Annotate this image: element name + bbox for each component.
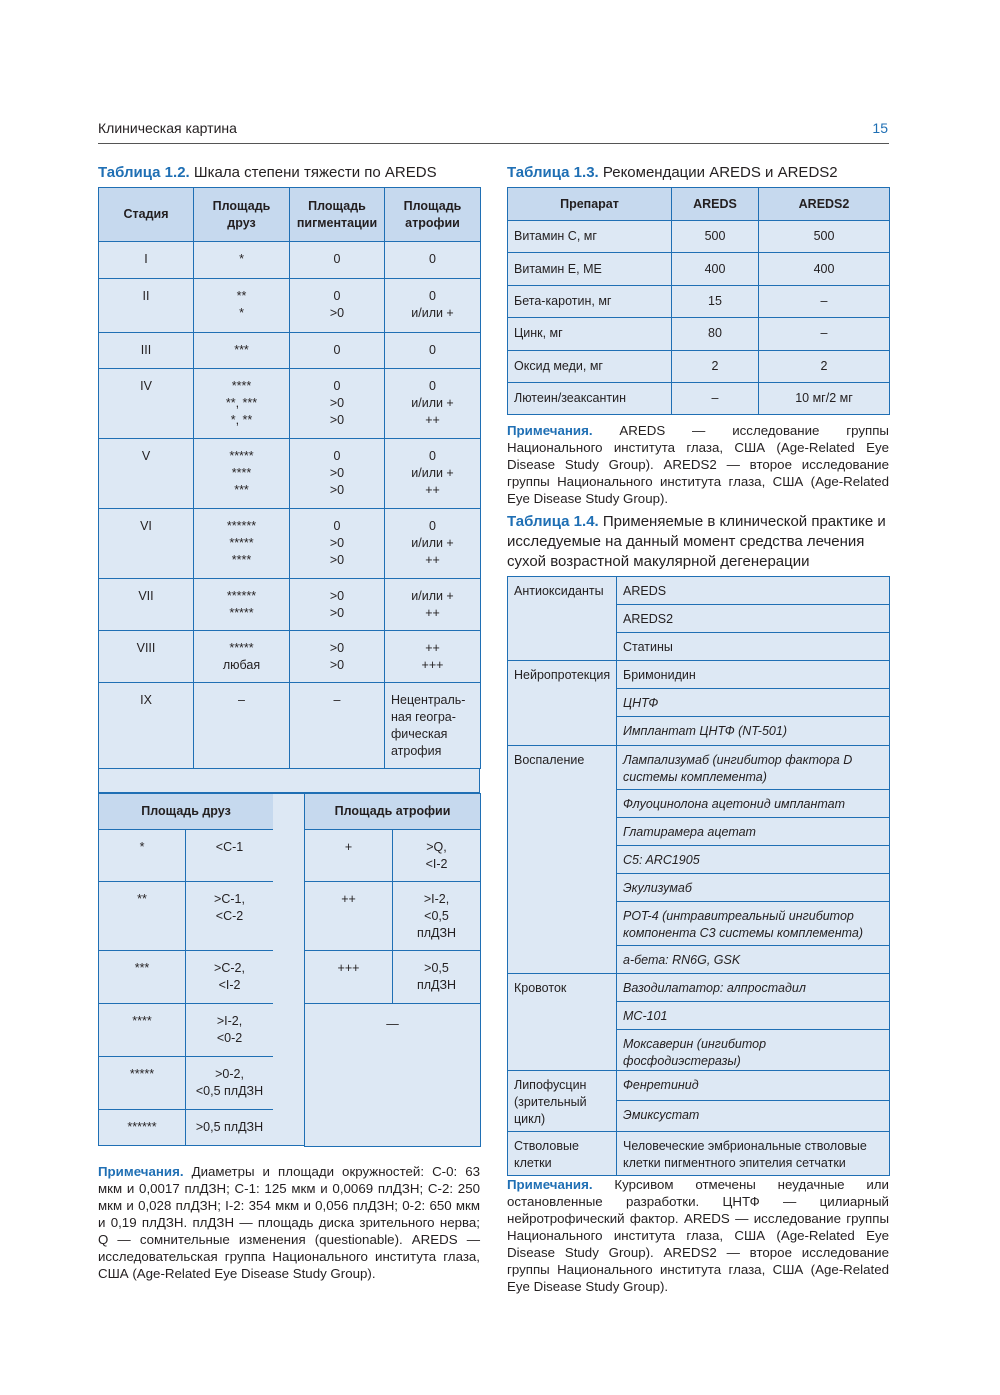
table-cell: II <box>99 279 194 333</box>
legend-cell: ** <box>99 882 186 951</box>
table-1-2-caption <box>98 163 480 183</box>
group-cell: Антиоксиданты <box>508 577 617 661</box>
legend-cell: * <box>99 830 186 882</box>
table-cell: IX <box>99 683 194 769</box>
table-cell: – <box>290 683 385 769</box>
item-cell: Моксаверин (ингибитор фосфодиэстеразы) <box>617 1030 890 1071</box>
group-cell: Воспаление <box>508 746 617 974</box>
item-cell: Лампализумаб (ингибитор фактора D системы комплемента) <box>617 746 890 790</box>
table-cell: 2 <box>672 350 759 382</box>
table-cell: VIII <box>99 631 194 683</box>
table-cell: 0 >0 <box>290 279 385 333</box>
item-cell: Экулизумаб <box>617 874 890 902</box>
legend-cell: +++ <box>305 951 393 1004</box>
item-cell: Глатирамера ацетат <box>617 818 890 846</box>
table-cell: 400 <box>672 253 759 285</box>
table-1-4-note-label: Примечания. <box>507 1177 593 1192</box>
table-1-3-header-drug: Препарат <box>508 188 672 221</box>
table-row <box>508 221 890 253</box>
table-cell: >0 >0 <box>290 579 385 631</box>
table-cell: 0 >0 >0 <box>290 369 385 439</box>
item-cell: POT-4 (интравитреальный ингибитор компонента C3 системы комплемента) <box>617 902 890 946</box>
table-cell: 0 <box>290 333 385 369</box>
legend-row <box>99 882 274 951</box>
legend-row <box>305 830 481 882</box>
table-1-3-note-text: AREDS — исследование группы Национального института глаза, США (Age-Related Eye Disease Study Group). AREDS2 — второе исследование группы Национального института глаза, США (Age-Related Eye Disease Study Group). <box>507 423 889 506</box>
table-1-2-header-stage: Стадия <box>99 188 194 242</box>
table-cell: III <box>99 333 194 369</box>
legend-cell: >0-2, <0,5 плДЗН <box>186 1057 274 1110</box>
table-1-3-header-areds: AREDS <box>672 188 759 221</box>
table-1-3-caption <box>507 163 889 183</box>
table-1-3-note-label: Примечания. <box>507 423 593 438</box>
item-cell: MC-101 <box>617 1002 890 1030</box>
table-row <box>508 285 890 317</box>
table-1-2 <box>98 187 481 769</box>
item-cell: AREDS <box>617 577 890 605</box>
table-cell: VI <box>99 509 194 579</box>
legend-cell: >Q, <I-2 <box>393 830 481 882</box>
table-cell: 0 и/или + ++ <box>385 509 481 579</box>
legend-row <box>99 1110 274 1146</box>
table-1-2-header-atrophy: Площадь атрофии <box>385 188 481 242</box>
table-row <box>99 369 481 439</box>
item-cell: Имплантат ЦНТФ (NT-501) <box>617 717 890 746</box>
legend-drusen-body <box>99 830 274 1146</box>
table-1-3-label: Таблица 1.3. <box>507 164 599 181</box>
table-cell: Цинк, мг <box>508 318 672 350</box>
legend-row <box>99 1004 274 1057</box>
item-cell: Статины <box>617 633 890 661</box>
legend-cell: **** <box>99 1004 186 1057</box>
item-cell: Бримонидин <box>617 661 890 689</box>
table-1-4-caption <box>507 512 889 572</box>
table-cell: >0 >0 <box>290 631 385 683</box>
table-row <box>508 974 890 1002</box>
table-row <box>99 333 481 369</box>
legend-cell: >I-2, <0,5 плДЗН <box>393 882 481 951</box>
item-cell: Вазодилататор: алпростадил <box>617 974 890 1002</box>
table-cell: 0 <box>385 242 481 279</box>
table-1-4-body <box>508 577 890 1176</box>
group-cell: Стволовые клетки <box>508 1132 617 1176</box>
table-cell: Оксид меди, мг <box>508 350 672 382</box>
table-cell: IV <box>99 369 194 439</box>
table-row <box>508 577 890 605</box>
legend-row <box>99 951 274 1004</box>
table-cell: ****** ***** **** <box>194 509 290 579</box>
table-1-4 <box>507 576 890 1176</box>
table-1-3-body <box>508 221 890 415</box>
table-cell: 500 <box>759 221 890 253</box>
table-cell: – <box>672 382 759 414</box>
table-1-2-header-drusen: Площадь друз <box>194 188 290 242</box>
table-1-4-title: Применяемые в клинической практике и исследуемые на данный момент средства лечения сухой возрастной макулярной дегенерации <box>507 513 886 570</box>
legend-row <box>305 882 481 951</box>
legend-cell: + <box>305 830 393 882</box>
legend-row <box>305 1004 481 1147</box>
table-1-2-header-pigment: Площадь пигментации <box>290 188 385 242</box>
legend-cell: >C-2, <I-2 <box>186 951 274 1004</box>
item-cell: Эмиксустат <box>617 1101 890 1132</box>
item-cell: Флуоцинолона ацетонид имплантат <box>617 790 890 818</box>
table-cell: V <box>99 439 194 509</box>
table-cell: 15 <box>672 285 759 317</box>
table-1-3 <box>507 187 890 415</box>
table-row <box>99 683 481 769</box>
table-1-2-spacer <box>98 769 480 793</box>
item-cell: Фенретинид <box>617 1071 890 1101</box>
table-cell: Витамин С, мг <box>508 221 672 253</box>
legend-cell: ***** <box>99 1057 186 1110</box>
table-cell: I <box>99 242 194 279</box>
table-row <box>99 279 481 333</box>
item-cell: Человеческие эмбриональные стволовые клетки пигментного эпителия сетчатки <box>617 1132 890 1176</box>
item-cell: AREDS2 <box>617 605 890 633</box>
legend-atrophy-body <box>305 830 481 1147</box>
table-cell: **** **, *** *, ** <box>194 369 290 439</box>
table-row <box>99 579 481 631</box>
table-cell: – <box>759 285 890 317</box>
table-1-2-label: Таблица 1.2. <box>98 164 190 181</box>
table-row <box>508 350 890 382</box>
table-cell: Бета-каротин, мг <box>508 285 672 317</box>
table-cell: VII <box>99 579 194 631</box>
legend-cell: ++ <box>305 882 393 951</box>
table-cell: 0 >0 >0 <box>290 509 385 579</box>
legend-cell: >C-1, <C-2 <box>186 882 274 951</box>
table-cell: ** * <box>194 279 290 333</box>
table-cell: 0 <box>290 242 385 279</box>
legend-cell: ****** <box>99 1110 186 1146</box>
table-cell: 500 <box>672 221 759 253</box>
table-cell: 10 мг/2 мг <box>759 382 890 414</box>
item-cell: а-бета: RN6G, GSK <box>617 946 890 974</box>
table-cell: *** <box>194 333 290 369</box>
item-cell: ЦНТФ <box>617 689 890 717</box>
table-cell: 80 <box>672 318 759 350</box>
legend-row <box>305 951 481 1004</box>
running-header: Клиническая картина <box>98 120 237 136</box>
table-1-2-body <box>99 242 481 769</box>
table-cell: Нецентраль- ная геогра- фическая атрофия <box>385 683 481 769</box>
table-cell: Лютеин/зеаксантин <box>508 382 672 414</box>
table-row <box>99 242 481 279</box>
legend-cell: >0,5 плДЗН <box>186 1110 274 1146</box>
table-cell: 400 <box>759 253 890 285</box>
table-row <box>508 253 890 285</box>
table-cell: Витамин Е, МЕ <box>508 253 672 285</box>
table-cell: 0 и/или + ++ <box>385 439 481 509</box>
table-row <box>508 1132 890 1176</box>
legend-cell: *** <box>99 951 186 1004</box>
group-cell: Нейропротекция <box>508 661 617 746</box>
legend-row <box>99 830 274 882</box>
table-1-2-note-text: Диаметры и площади окружностей: С-0: 63 мкм и 0,0017 плДЗН; С-1: 125 мкм и 0,0069 плДЗН; С-2: 250 мкм и 0,028 плДЗН; I-2: 354 мкм и 0,056 плДЗН; 0-2: 650 мкм и 0,19 плДЗН. плДЗН — площадь диска зрительного нерва; Q — сомнительные изменения (questionable). AREDS — исследовательская группа Национального института глаза, США (Age-Related Eye Disease Study Group). <box>98 1164 480 1281</box>
table-1-4-note <box>507 1176 889 1295</box>
legend-cell: >0,5 плДЗН <box>393 951 481 1004</box>
table-cell: 0 и/или + <box>385 279 481 333</box>
legend-atrophy-header: Площадь атрофии <box>305 794 481 830</box>
group-cell: Липофусцин (зрительный цикл) <box>508 1071 617 1132</box>
table-row <box>508 318 890 350</box>
legend-drusen-header: Площадь друз <box>99 794 274 830</box>
legend-cell: <C-1 <box>186 830 274 882</box>
table-cell: 0 >0 >0 <box>290 439 385 509</box>
table-cell: и/или + ++ <box>385 579 481 631</box>
table-row <box>508 1071 890 1101</box>
table-1-4-note-text: Курсивом отмечены неудачные или остановленные разработки. ЦНТФ — цилиарный нейротрофический фактор. AREDS — исследование группы Национального института глаза, США (Age-Related Eye Disease Study Group). AREDS2 — второе исследование группы Национального института глаза, США (Age-Related Eye Disease Study Group). <box>507 1177 889 1294</box>
table-1-2-legend-drusen <box>98 793 274 1146</box>
table-cell: 0 и/или + ++ <box>385 369 481 439</box>
table-1-2-legend-atrophy <box>304 793 481 1147</box>
table-row <box>99 509 481 579</box>
group-cell: Кровоток <box>508 974 617 1071</box>
legend-cell: >I-2, <0-2 <box>186 1004 274 1057</box>
legend-row <box>99 1057 274 1110</box>
table-cell: * <box>194 242 290 279</box>
table-cell: 2 <box>759 350 890 382</box>
table-1-3-title: Рекомендации AREDS и AREDS2 <box>602 164 838 181</box>
table-1-4-label: Таблица 1.4. <box>507 513 599 530</box>
table-cell: ***** любая <box>194 631 290 683</box>
table-row <box>508 746 890 790</box>
page-number: 15 <box>872 120 888 136</box>
header-rule <box>98 143 889 144</box>
table-1-3-note <box>507 422 889 507</box>
table-row <box>99 631 481 683</box>
table-cell: ****** ***** <box>194 579 290 631</box>
table-cell: 0 <box>385 333 481 369</box>
table-cell: – <box>194 683 290 769</box>
table-1-2-note <box>98 1163 480 1282</box>
table-row <box>99 439 481 509</box>
table-1-2-note-label: Примечания. <box>98 1164 184 1179</box>
table-cell: ++ +++ <box>385 631 481 683</box>
item-cell: C5: ARC1905 <box>617 846 890 874</box>
legend-empty-cell: — <box>305 1004 481 1147</box>
table-row <box>508 382 890 414</box>
table-cell: – <box>759 318 890 350</box>
table-row <box>508 661 890 689</box>
table-1-3-header-areds2: AREDS2 <box>759 188 890 221</box>
table-cell: ***** **** *** <box>194 439 290 509</box>
legend-separator <box>273 793 304 1146</box>
table-1-2-title: Шкала степени тяжести по AREDS <box>193 164 437 181</box>
